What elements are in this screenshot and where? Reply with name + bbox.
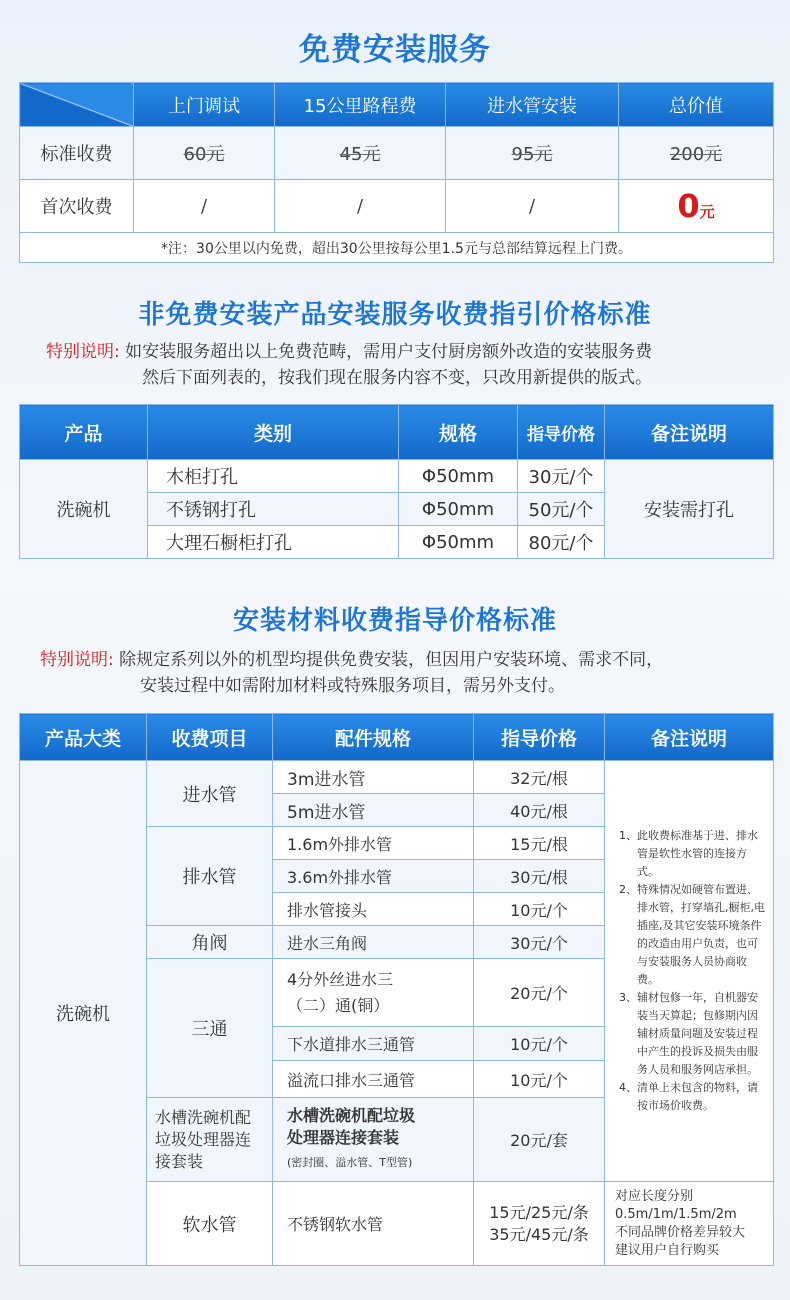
price-cell: 30元/个 (518, 460, 605, 493)
item-cell: 三通 (147, 959, 273, 1098)
spec-cell: 5m进水管 (273, 794, 474, 827)
header-cell: 15公里路程费 (275, 83, 446, 127)
item-cell: 排水管 (147, 827, 273, 926)
product-cell: 洗碗机 (20, 460, 148, 559)
standard-fee: 95元 (446, 127, 619, 180)
spec-line: 水槽洗碗机配垃圾 (287, 1106, 416, 1125)
explain-label: 特别说明: (46, 342, 120, 362)
remark-line: 不同品牌价格差异较大 (615, 1224, 746, 1240)
spec-cell: 进水三角阀 (273, 926, 474, 959)
first-fee: / (134, 180, 275, 233)
item-line: 水槽洗碗机配 (155, 1107, 252, 1127)
diagonal-header-cell (20, 83, 134, 127)
spec-cell: Φ50mm (399, 526, 518, 559)
spec-cell: Φ50mm (399, 460, 518, 493)
row-label: 首次收费 (20, 180, 134, 233)
remark-line: 建议用户自行购买 (615, 1242, 720, 1258)
spec-cell (273, 959, 474, 1027)
total-unit: 元 (699, 203, 715, 221)
price-cell: 10元/个 (474, 893, 605, 926)
price-line: 15元/25元/条 (489, 1202, 589, 1222)
section1-title: 免费安装服务 (299, 32, 491, 68)
item-cell: 角阀 (147, 926, 273, 959)
header-cell: 配件规格 (273, 714, 474, 761)
note-text: *注：30公里以内免费，超出30公里按每公里1.5元与总部结算远程上门费。 (20, 233, 774, 263)
notes-cell (605, 761, 774, 1182)
explain-line: 然后下面列表的，按我们现在服务内容不变，只改用新提供的版式。 (142, 368, 652, 388)
spec-cell: 排水管接头 (273, 893, 474, 926)
spec-cell: 1.6m外排水管 (273, 827, 474, 860)
header-cell: 类别 (148, 405, 399, 460)
first-fee: / (275, 180, 446, 233)
explain-label: 特别说明: (40, 650, 114, 670)
header-cell: 收费项目 (147, 714, 273, 761)
item-cell: 软水管 (147, 1182, 273, 1266)
price-cell: 32元/根 (474, 761, 605, 794)
note-item: 4、清单上未包含的物料，请按市场价收费。 (619, 1081, 758, 1112)
price-cell (474, 1182, 605, 1266)
note-item: 2、特殊情况如硬管布置进、排水管，打穿墙孔,橱柜,电插座,及其它安装环境条件的改造由用户负责，也可与安装服务人员协商收费。 (619, 883, 765, 986)
remark-line: 0.5m/1m/1.5m/2m (615, 1206, 737, 1222)
header-cell: 指导价格 (518, 405, 605, 460)
price-cell: 80元/个 (518, 526, 605, 559)
spec-cell: 下水道排水三通管 (273, 1027, 474, 1061)
header-cell: 总价值 (619, 83, 774, 127)
spec-cell (273, 1098, 474, 1182)
spec-line: 处理器连接套装 (287, 1128, 400, 1147)
remark-cell: 安装需打孔 (605, 460, 774, 559)
price-line: 35元/45元/条 (489, 1224, 589, 1244)
standard-fee: 200元 (619, 127, 774, 180)
note-item: 1、此收费标准基于进、排水管是软性水管的连接方式。 (619, 829, 758, 878)
item-line: 垃圾处理器连 (155, 1129, 252, 1149)
row-label: 标准收费 (20, 127, 134, 180)
note-item: 3、辅材包修一年，自机器安装当天算起；包修期内因辅材质量问题及安装过程中产生的投诉及损失由服务人员和服务网店承担。 (619, 991, 758, 1076)
item-cell: 进水管 (147, 761, 273, 827)
item-line: 接套装 (155, 1151, 204, 1171)
price-cell: 20元/套 (474, 1098, 605, 1182)
header-cell: 产品 (20, 405, 148, 460)
header-cell: 进水管安装 (446, 83, 619, 127)
price-cell: 10元/个 (474, 1061, 605, 1098)
standard-fee: 60元 (134, 127, 275, 180)
spec-sub: (密封圈、溢水管、T型管) (287, 1156, 413, 1169)
paid-install-table (19, 404, 774, 559)
spec-cell: 溢流口排水三通管 (273, 1061, 474, 1098)
item-cell (147, 1098, 273, 1182)
spec-line: 4分外丝进水三 (287, 969, 394, 989)
spec-line: （二）通(铜） (287, 995, 390, 1015)
type-cell: 不锈钢打孔 (148, 493, 399, 526)
section3-title: 安装材料收费指导价格标准 (232, 606, 557, 636)
type-cell: 大理石橱柜打孔 (148, 526, 399, 559)
header-cell: 备注说明 (605, 405, 774, 460)
spec-cell: Φ50mm (399, 493, 518, 526)
header-cell: 上门调试 (134, 83, 275, 127)
spec-cell: 3m进水管 (273, 761, 474, 794)
price-cell: 15元/根 (474, 827, 605, 860)
spec-cell: 不锈钢软水管 (273, 1182, 474, 1266)
price-cell: 10元/个 (474, 1027, 605, 1061)
free-install-table (19, 82, 774, 263)
standard-fee: 45元 (275, 127, 446, 180)
explain-line: 除规定系列以外的机型均提供免费安装，但因用户安装环境、需求不同， (119, 650, 664, 670)
header-cell: 规格 (399, 405, 518, 460)
first-fee: / (446, 180, 619, 233)
price-cell: 30元/个 (474, 926, 605, 959)
price-cell: 40元/根 (474, 794, 605, 827)
total-zero: 0 (677, 187, 700, 225)
explain-line: 安装过程中如需附加材料或特殊服务项目，需另外支付。 (140, 676, 565, 696)
first-fee-total (619, 180, 774, 233)
header-cell: 指导价格 (474, 714, 605, 761)
header-cell: 产品大类 (20, 714, 147, 761)
type-cell: 木柜打孔 (148, 460, 399, 493)
material-fee-table (19, 713, 774, 1266)
remark-cell (605, 1182, 774, 1266)
remark-line: 对应长度分别 (615, 1188, 694, 1204)
spec-cell: 3.6m外排水管 (273, 860, 474, 893)
section2-title: 非免费安装产品安装服务收费指引价格标准 (138, 300, 652, 330)
price-cell: 30元/根 (474, 860, 605, 893)
section3-explain (40, 647, 663, 699)
category-cell: 洗碗机 (20, 761, 147, 1266)
price-cell: 50元/个 (518, 493, 605, 526)
price-cell: 20元/个 (474, 959, 605, 1027)
section2-explain (46, 339, 652, 391)
header-cell: 备注说明 (605, 714, 774, 761)
explain-line: 如安装服务超出以上免费范畴，需用户支付厨房额外改造的安装服务费 (125, 342, 653, 362)
